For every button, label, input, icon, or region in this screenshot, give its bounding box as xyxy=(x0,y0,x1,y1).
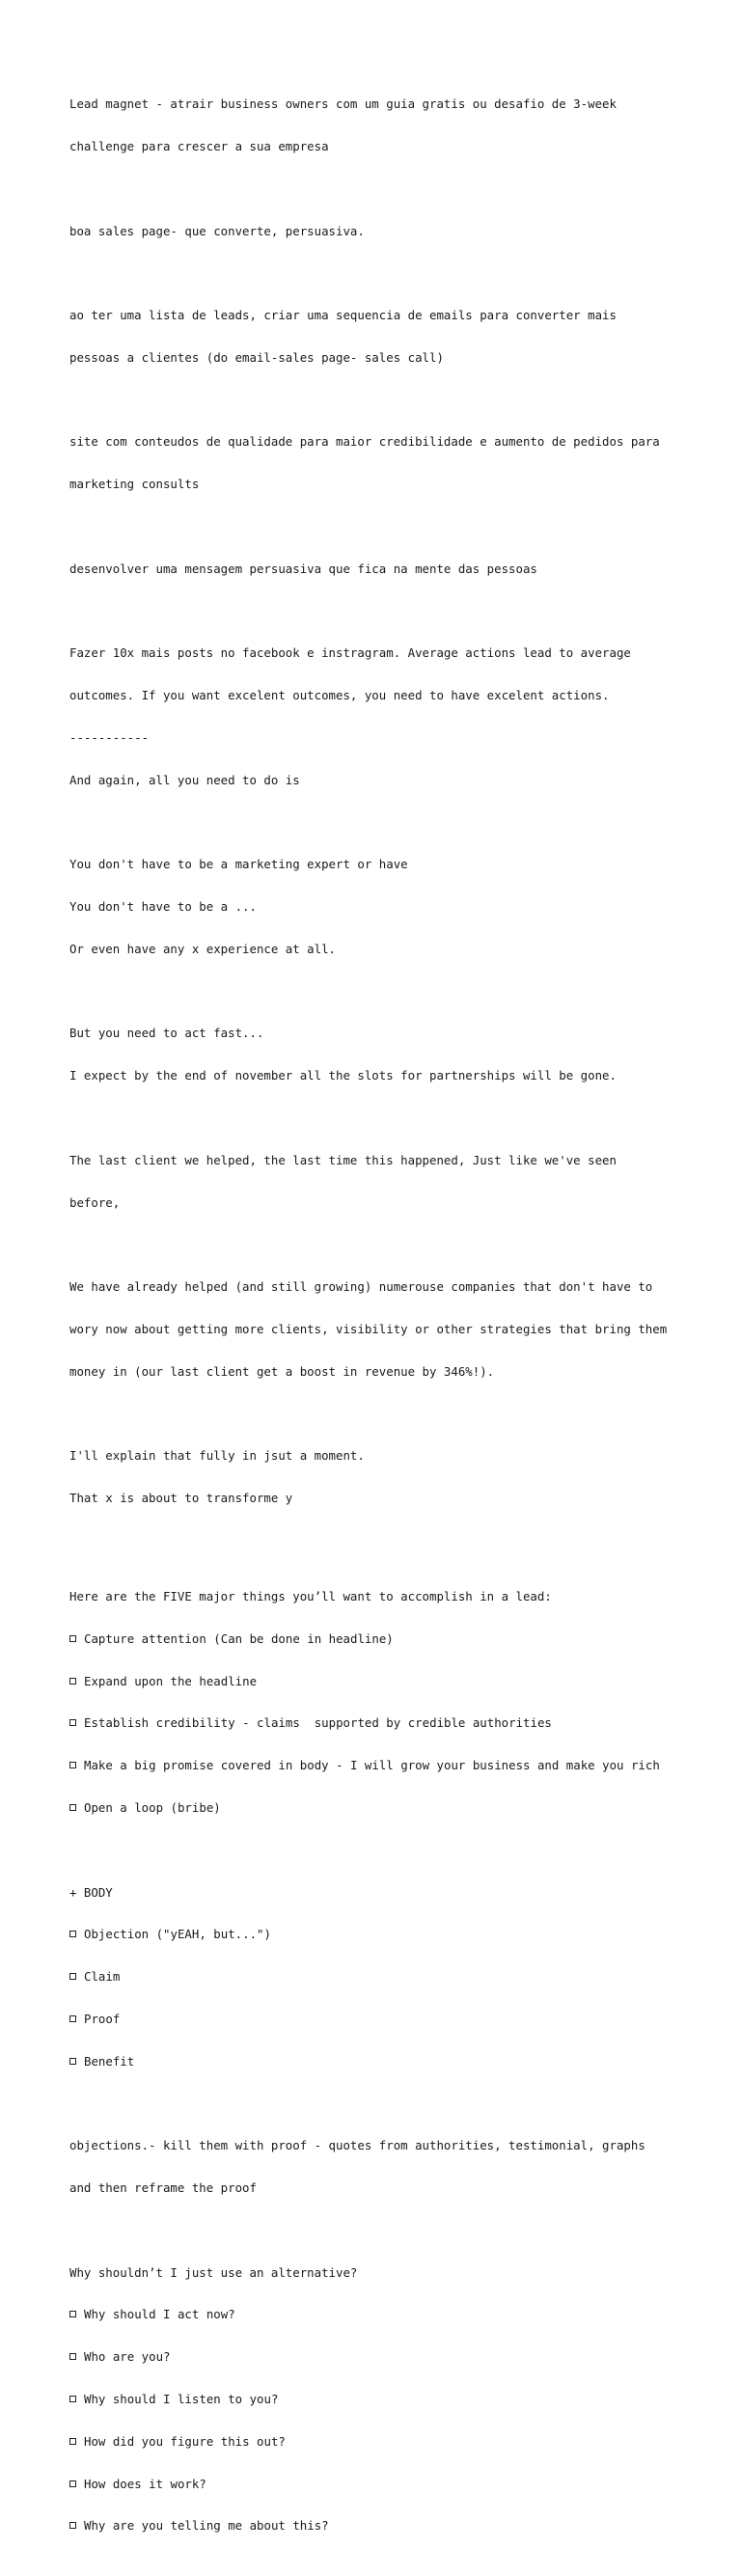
checkbox-bullet-icon xyxy=(69,2311,76,2317)
text-line: desenvolver uma mensagem persuasiva que fica na mente das pessoas xyxy=(69,561,537,576)
list-item-text: Claim xyxy=(84,1969,121,1985)
list-five-things xyxy=(69,1562,687,1844)
list-item-text: Who are you? xyxy=(84,2349,171,2365)
paragraph-lead-magnet xyxy=(69,69,687,182)
text-line: But you need to act fast... xyxy=(69,1026,264,1041)
text-line: I expect by the end of november all the slots for partnerships will be gone. xyxy=(69,1068,617,1083)
text-line: marketing consults xyxy=(69,477,200,492)
paragraph-email-sequence xyxy=(69,281,687,394)
list-item xyxy=(69,2478,687,2492)
paragraph-act-fast xyxy=(69,999,687,1111)
list-item-text: Expand upon the headline xyxy=(84,1673,258,1688)
list-item xyxy=(69,2055,687,2069)
list-item-text: Objection ("yEAH, but...") xyxy=(84,1927,271,1942)
list-item xyxy=(69,2435,687,2450)
text-line: Or even have any x experience at all. xyxy=(69,941,337,956)
checkbox-bullet-icon xyxy=(69,1931,76,1937)
list-item-text: Establish credibility - claims supported by credible authorities xyxy=(84,1715,552,1731)
checkbox-bullet-icon xyxy=(69,2438,76,2445)
list-item xyxy=(69,2393,687,2407)
paragraph-objections xyxy=(69,2111,687,2224)
document-page xyxy=(69,69,687,2576)
checkbox-bullet-icon xyxy=(69,2058,76,2065)
list-item xyxy=(69,1801,687,1816)
text-line: pessoas a clientes (do email-sales page- sales call) xyxy=(69,349,444,365)
text-line: Fazer 10x mais posts no facebook e instragram. Average actions lead to average xyxy=(69,645,631,661)
paragraph-posts xyxy=(69,618,687,815)
paragraph-already-helped xyxy=(69,1252,687,1408)
list-item xyxy=(69,2350,687,2365)
text-line: site com conteudos de qualidade para maior credibilidade e aumento de pedidos para xyxy=(69,434,660,450)
text-line: boa sales page- que converte, persuasiva. xyxy=(69,223,365,238)
checkbox-bullet-icon xyxy=(69,1804,76,1811)
blank-line xyxy=(69,1548,687,1562)
list-item xyxy=(69,1632,687,1647)
checkbox-bullet-icon xyxy=(69,1678,76,1685)
list-item xyxy=(69,1716,687,1731)
text-line: before, xyxy=(69,1194,121,1210)
list-item-text: Capture attention (Can be done in headline) xyxy=(84,1631,394,1646)
text-line: We have already helped (and still growing) numerouse companies that don't have to xyxy=(69,1279,653,1295)
text-line: and then reframe the proof xyxy=(69,2180,257,2196)
list-item-text: Proof xyxy=(84,2011,121,2026)
checkbox-bullet-icon xyxy=(69,2522,76,2529)
text-line: You don't have to be a ... xyxy=(69,899,257,915)
paragraph-explain xyxy=(69,1421,687,1534)
text-line: That x is about to transforme y xyxy=(69,1490,293,1505)
list-item-text: Benefit xyxy=(84,2053,135,2069)
text-line: ao ter uma lista de leads, criar uma sequencia de emails para converter mais xyxy=(69,308,617,323)
list-item-text: Why are you telling me about this? xyxy=(84,2518,329,2534)
paragraph-last-client xyxy=(69,1126,687,1239)
list-item-text: Open a loop (bribe) xyxy=(84,1800,221,1816)
divider-text: ----------- xyxy=(69,729,150,745)
text-line: money in (our last client get a boost in revenue by 346%!). xyxy=(69,1363,495,1379)
list-item-text: How did you figure this out? xyxy=(84,2433,286,2449)
text-line: wory now about getting more clients, visibility or other strategies that bring them xyxy=(69,1321,668,1336)
list-title: Here are the FIVE major things you’ll want to accomplish in a lead: xyxy=(69,1589,552,1604)
text-line: You don't have to be a marketing expert or have xyxy=(69,857,408,872)
list-item xyxy=(69,2013,687,2027)
checkbox-bullet-icon xyxy=(69,1973,76,1980)
text-line: I'll explain that fully in jsut a moment. xyxy=(69,1448,365,1464)
text-line: challenge para crescer a sua empresa xyxy=(69,138,329,153)
list-item xyxy=(69,1928,687,1942)
paragraph-sales-page xyxy=(69,196,687,266)
paragraph-persuasive-message xyxy=(69,534,687,605)
paragraph-no-expert xyxy=(69,830,687,985)
checkbox-bullet-icon xyxy=(69,1719,76,1726)
list-item-text: Make a big promise covered in body - I will grow your business and make you rich xyxy=(84,1758,660,1773)
text-line: And again, all you need to do is xyxy=(69,772,300,787)
checkbox-bullet-icon xyxy=(69,2015,76,2022)
text-line: outcomes. If you want excelent outcomes, you need to have excelent actions. xyxy=(69,688,610,703)
list-item xyxy=(69,2519,687,2534)
text-line: objections.- kill them with proof - quotes from authorities, testimonial, graphs xyxy=(69,2138,645,2153)
checkbox-bullet-icon xyxy=(69,1635,76,1642)
list-item xyxy=(69,2308,687,2322)
list-item-text: How does it work? xyxy=(84,2476,206,2491)
list-why-questions xyxy=(69,2237,687,2562)
list-item-text: Why should I listen to you? xyxy=(84,2391,279,2406)
checkbox-bullet-icon xyxy=(69,2396,76,2402)
text-line: Lead magnet - atrair business owners com um guia gratis ou desafio de 3-week xyxy=(69,96,617,112)
list-item xyxy=(69,1675,687,1689)
list-title: Why shouldn’t I just use an alternative? xyxy=(69,2264,358,2280)
list-item xyxy=(69,1970,687,1985)
list-body xyxy=(69,1857,687,2096)
text-line: The last client we helped, the last time this happened, Just like we've seen xyxy=(69,1152,617,1167)
list-title: + BODY xyxy=(69,1884,113,1900)
list-item-text: Why should I act now? xyxy=(84,2307,235,2322)
paragraph-site-content xyxy=(69,407,687,520)
checkbox-bullet-icon xyxy=(69,2353,76,2360)
checkbox-bullet-icon xyxy=(69,2480,76,2487)
list-item xyxy=(69,1759,687,1773)
checkbox-bullet-icon xyxy=(69,1762,76,1768)
